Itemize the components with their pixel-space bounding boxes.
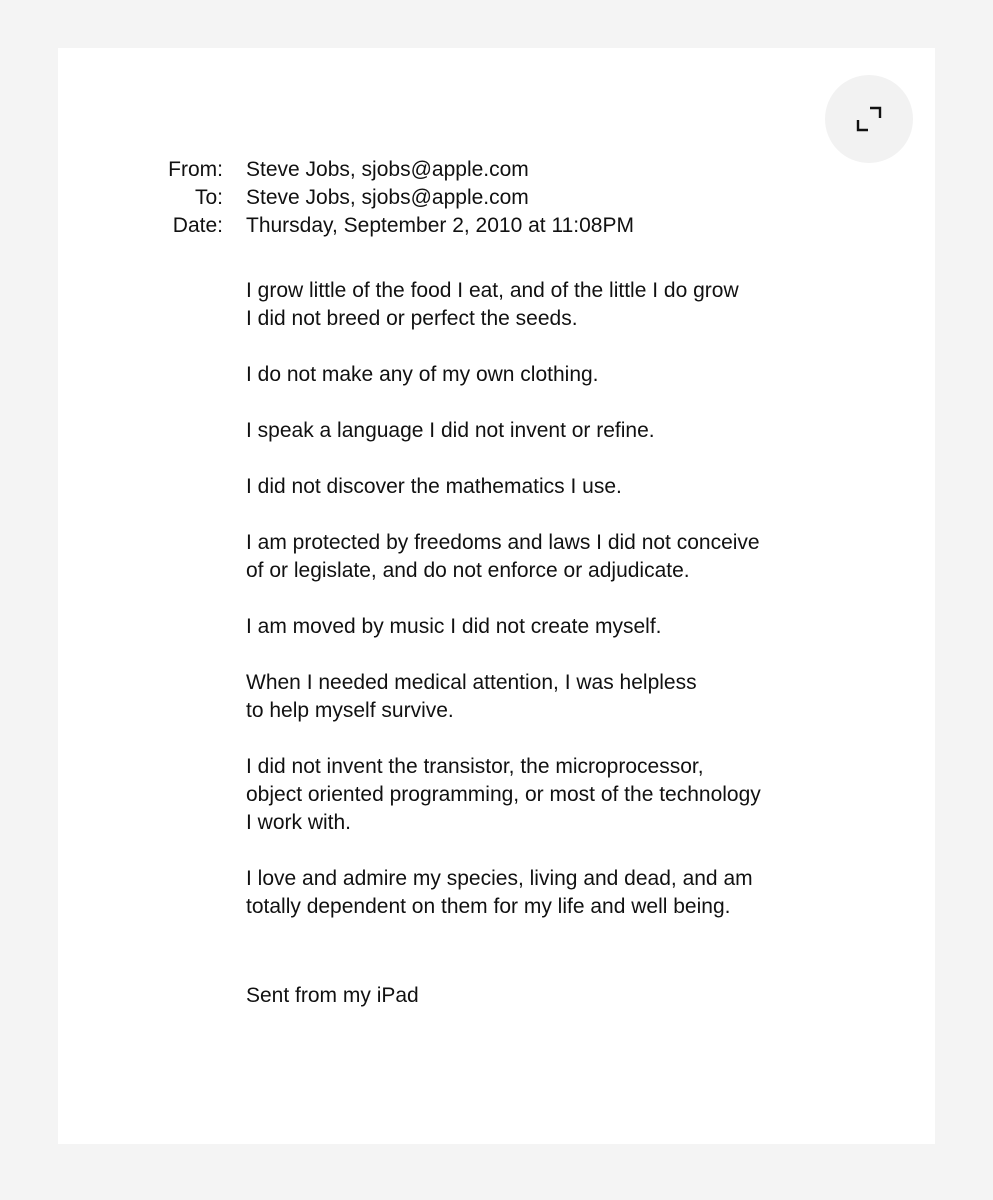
email-header [58,156,935,240]
to-row [58,184,935,212]
body-line: of or legislate, and do not enforce or adjudicate. [246,559,690,582]
from-row [58,156,935,184]
body-paragraph [246,753,866,837]
body-line: I am protected by freedoms and laws I did not conceive [246,531,760,554]
body-line: I do not make any of my own clothing. [246,363,599,386]
body-line: to help myself survive. [246,699,454,722]
body-paragraph [246,417,866,445]
body-line: I did not invent the transistor, the microprocessor, [246,755,704,778]
body-paragraph [246,865,866,921]
body-paragraph [246,361,866,389]
body-line: When I needed medical attention, I was helpless [246,671,697,694]
body-paragraph [246,277,866,333]
body-paragraph [246,669,866,725]
expand-button[interactable] [825,75,913,163]
body-paragraph [246,613,866,641]
body-paragraph [246,529,866,585]
body-line: I work with. [246,811,352,834]
email-card [58,48,935,1144]
date-value: Thursday, September 2, 2010 at 11:08PM [246,214,634,237]
expand-icon [856,106,882,132]
email-signature: Sent from my iPad [246,984,419,1007]
body-line: I am moved by music I did not create myself. [246,615,662,638]
body-line: I did not breed or perfect the seeds. [246,307,578,330]
email-body [246,277,866,949]
body-paragraph [246,473,866,501]
to-label: To: [194,186,223,209]
from-value: Steve Jobs, sjobs@apple.com [246,158,529,181]
body-line: I love and admire my species, living and dead, and am [246,867,753,890]
date-label: Date: [172,214,223,237]
body-line: I speak a language I did not invent or refine. [246,419,655,442]
body-line: I grow little of the food I eat, and of the little I do grow [246,279,739,302]
body-line: I did not discover the mathematics I use. [246,475,622,498]
body-line: totally dependent on them for my life and well being. [246,895,731,918]
from-label: From: [168,158,223,181]
date-row [58,212,935,240]
to-value: Steve Jobs, sjobs@apple.com [246,186,529,209]
body-line: object oriented programming, or most of the technology [246,783,761,806]
